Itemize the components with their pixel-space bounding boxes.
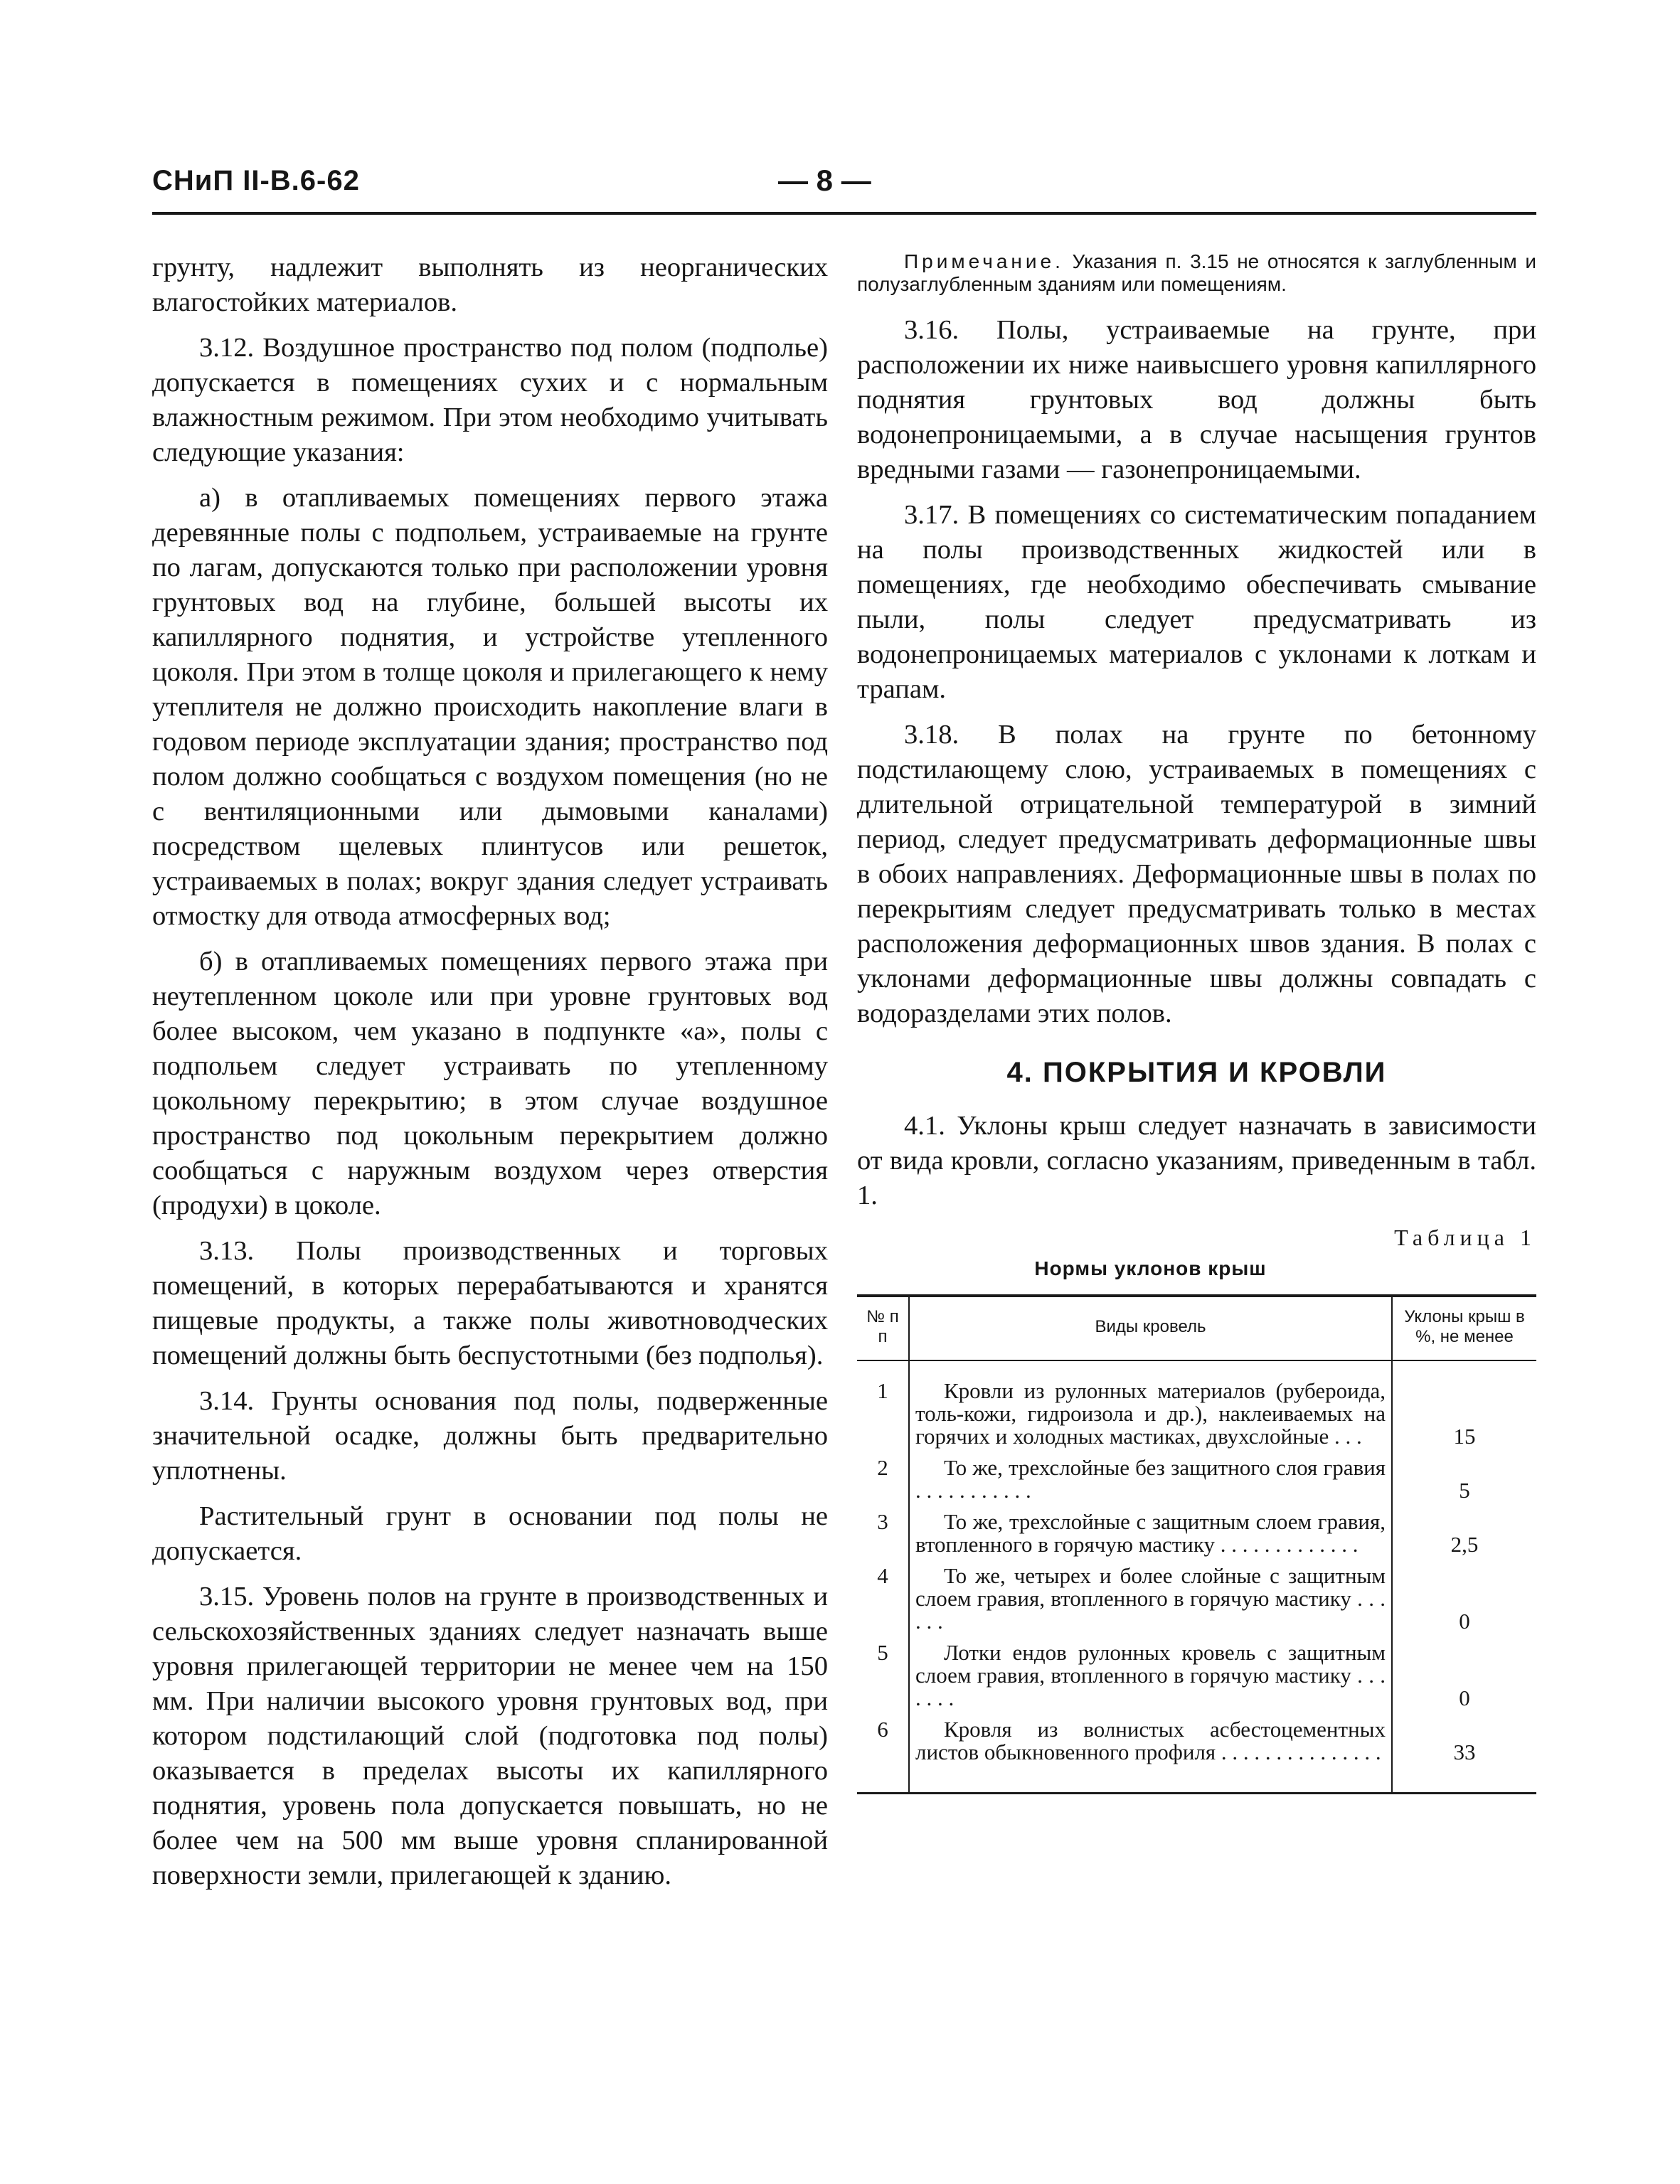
header-num: № п п <box>857 1296 909 1360</box>
row-number: 4 <box>877 1563 888 1588</box>
roof-slope-table <box>857 1294 1536 1794</box>
row-slope: 5 <box>1392 1452 1536 1506</box>
row-number: 2 <box>877 1455 888 1480</box>
row-roof-type: То же, трехслойные с защитным слоем гравия, втопленного в горячую мастику . . . . . . . . . . . . . <box>909 1506 1392 1560</box>
note-label: Примечание. <box>904 250 1064 272</box>
paragraph-3-14: 3.14. Грунты основания под полы, подверженные значительной осадке, должны быть предварительно уплотнены. <box>152 1386 828 1486</box>
row-number: 1 <box>877 1378 888 1403</box>
left-column <box>152 250 828 1904</box>
table-title: Нормы уклонов крыш <box>1034 1257 1267 1279</box>
table-row <box>857 1506 1536 1560</box>
paragraph-3-18: 3.18. В полах на грунте по бетонному подстилающему слою, устраиваемых в помещениях с длительной отрицательной температурой в зимний период, следует предусматривать деформационные швы в обоих направлениях. Деформационные швы в полах по перекрытиям следует предусматривать только в местах расположения деформационных швов здания. В полах с уклонами деформационные швы должны совпадать с водоразделами этих полов. <box>857 720 1536 1028</box>
row-number: 3 <box>877 1509 888 1534</box>
row-roof-type: То же, четырех и более слойные с защитным слоем гравия, втопленного в горячую мастику . . . . . . <box>909 1560 1392 1637</box>
row-roof-type: Кровля из волнистых асбестоцементных листов обыкновенного профиля . . . . . . . . . . . . . . . <box>909 1714 1392 1794</box>
document-code: СНиП II-В.6-62 <box>152 165 360 196</box>
table-label: Таблица 1 <box>1394 1225 1536 1250</box>
row-roof-type: То же, трехслойные без защитного слоя гравия . . . . . . . . . . . <box>909 1452 1392 1506</box>
row-slope: 2,5 <box>1392 1506 1536 1560</box>
row-roof-type: Кровли из рулонных материалов (рубероида, толь-кожи, гидроизола и др.), наклеиваемых на горячих и холодных мастиках, двухслойные . . . <box>909 1360 1392 1452</box>
table-header-row <box>857 1296 1536 1360</box>
page-number: — 8 — <box>778 164 871 197</box>
paragraph-3-16: 3.16. Полы, устраиваемые на грунте, при расположении их ниже наивысшего уровня капиллярного поднятия грунтовых вод должны быть водонепроницаемыми, а в случае насыщения грунтов вредными газами — газонепроницаемыми. <box>857 315 1536 484</box>
paragraph-3-12: 3.12. Воздушное пространство под полом (подполье) допускается в помещениях сухих и с нормальным влажностным режимом. При этом необходимо учитывать следующие указания: <box>152 333 828 467</box>
paragraph-3-17: 3.17. В помещениях со систематическим попаданием на полы производственных жидкостей или в помещениях, где необходимо обеспечивать смывание пыли, полы следует предусматривать из водонепроницаемых материалов с уклонами к лоткам и трапам. <box>857 500 1536 704</box>
note <box>857 250 1536 296</box>
note-text: Указания п. 3.15 не относятся к заглубленным и полузаглубленным зданиям или помещениям. <box>857 250 1537 295</box>
page-header <box>152 165 1536 215</box>
paragraph-3-12-b: б) в отапливаемых помещениях первого этажа при неутепленном цоколе или при уровне грунтовых вод более высоком, чем указано в подпункте «а», полы с подпольем следует устраивать по утепленному цокольному перекрытию; в этом случае воздушное пространство под цокольным перекрытием должно сообщаться с наружным воздухом через отверстия (продухи) в цоколе. <box>152 947 828 1220</box>
row-slope: 0 <box>1392 1637 1536 1714</box>
paragraph-3-12-a: а) в отапливаемых помещениях первого этажа деревянные полы с подпольем, устраиваемые на грунте по лагам, допускаются только при расположении уровня грунтовых вод на глубине, большей высоты их капиллярного поднятия, и устройстве утепленного цоколя. При этом в толще цоколя и прилегающего к нему утеплителя не должно происходить накопление влаги в годовом периоде эксплуатации здания; пространство под полом должно сообщаться с воздухом помещения (но не с вентиляционными или дымовыми каналами) посредством щелевых плинтусов или решеток, устраиваемых в полах; вокруг здания следует устраивать отмостку для отвода атмосферных вод; <box>152 483 828 931</box>
paragraph-3-11-end: грунту, надлежит выполнять из неорганических влагостойких материалов. <box>152 252 828 317</box>
paragraph-4-1: 4.1. Уклоны крыш следует назначать в зависимости от вида кровли, согласно указаниям, приведенным в табл. 1. <box>857 1111 1536 1210</box>
row-slope: 33 <box>1392 1714 1536 1794</box>
paragraph-3-14-note: Растительный грунт в основании под полы не допускается. <box>152 1501 828 1566</box>
row-roof-type: Лотки ендов рулонных кровель с защитным слоем гравия, втопленного в горячую мастику . . . . . . . <box>909 1637 1392 1714</box>
table-row <box>857 1560 1536 1637</box>
row-number: 6 <box>877 1717 888 1742</box>
row-slope: 15 <box>1392 1360 1536 1452</box>
table-row <box>857 1637 1536 1714</box>
table-row <box>857 1452 1536 1506</box>
paragraph-3-13: 3.13. Полы производственных и торговых помещений, в которых перерабатываются и хранятся пищевые продукты, а также полы животноводческих помещений должны быть беспустотными (без подполья). <box>152 1236 828 1370</box>
header-type: Виды кровель <box>909 1296 1392 1360</box>
header-rule <box>152 212 1536 215</box>
section-title: 4. ПОКРЫТИЯ И КРОВЛИ <box>1006 1057 1387 1088</box>
table-row <box>857 1360 1536 1452</box>
header-slope: Уклоны крыш в %, не менее <box>1392 1296 1536 1360</box>
row-slope: 0 <box>1392 1560 1536 1637</box>
row-number: 5 <box>877 1640 888 1665</box>
table-row <box>857 1714 1536 1794</box>
paragraph-3-15: 3.15. Уровень полов на грунте в производственных и сельскохозяйственных зданиях следует назначать выше уровня прилегающей территории не менее чем на 150 мм. При наличии высокого уровня грунтовых вод, при котором подстилающий слой (подготовка под полы) оказывается в пределах высоты их капиллярного поднятия, уровень пола допускается повышать, но не более чем на 500 мм выше уровня спланированной поверхности земли, прилегающей к зданию. <box>152 1582 828 1890</box>
right-column <box>857 250 1536 1794</box>
